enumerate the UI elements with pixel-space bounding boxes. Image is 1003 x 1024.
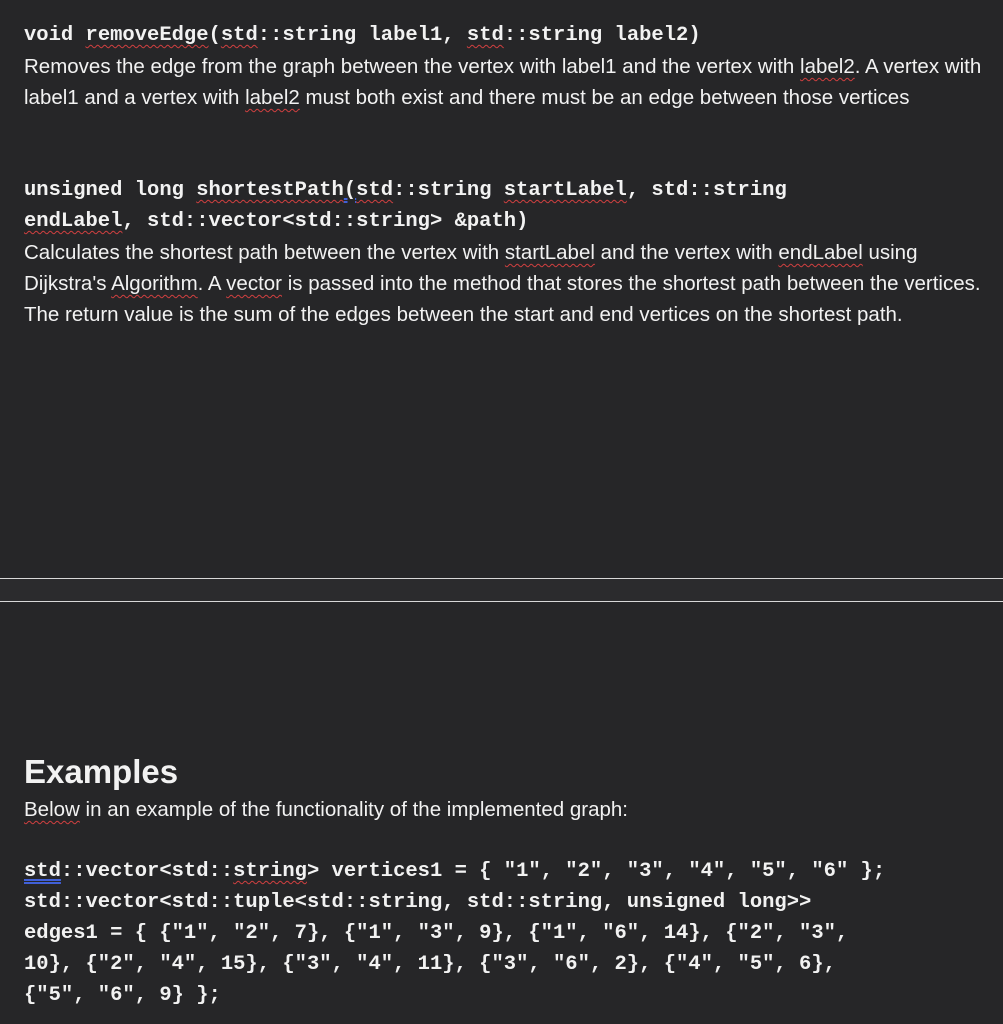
page-break-separator (0, 578, 1003, 602)
sig-std: std (466, 24, 504, 47)
sig-function-name: removeEdge (85, 24, 209, 47)
examples-heading: Examples (24, 753, 179, 790)
sig-param-2: ::string label2) (503, 24, 701, 47)
remove-edge-section (24, 20, 984, 113)
shortest-path-section (24, 175, 984, 330)
remove-edge-description: Removes the edge from the graph between the vertex with label1 and the vertex with label2. A vertex with label1 and a vertex with label2 must both exist and there must be an edge between those vertices (24, 55, 982, 109)
shortest-path-signature: unsigned long shortestPath(std::string startLabel, std::string endLabel, std::vector<std::string> &path) (24, 179, 787, 233)
sig-paren: ( (208, 24, 221, 47)
remove-edge-signature (24, 20, 984, 51)
page-bottom (0, 602, 1003, 1024)
sig-std: std (220, 24, 258, 47)
shortest-path-description: Calculates the shortest path between the vertex with startLabel and the vertex with endLabel using Dijkstra's Algorithm. A vector is passed into the method that stores the shortest path between the vertices. The return value is the sum of the edges between the start and end vertices on the shortest path. (24, 241, 981, 326)
examples-intro: Below in an example of the functionality of the implemented graph: (24, 798, 628, 821)
examples-section (24, 752, 984, 1011)
sig-param-1: ::string label1, (257, 24, 467, 47)
examples-code-block: std::vector<std::string> vertices1 = { "1", "2", "3", "4", "5", "6" }; std::vector<std::tuple<std::string, std::string, unsigned long>> edges1 = { {"1", "2", 7}, {"1", "3", 9}, {"1", "6", 14}, {"2", "3", 10}, {"2", "4", 15}, {"3", "4", 11}, {"3", "6", 2}, {"4", "5", 6}, {"5", "6", 9} }; (24, 860, 886, 1007)
sig-function-name: shortestPath (196, 179, 344, 202)
sig-keyword: void (24, 24, 86, 47)
